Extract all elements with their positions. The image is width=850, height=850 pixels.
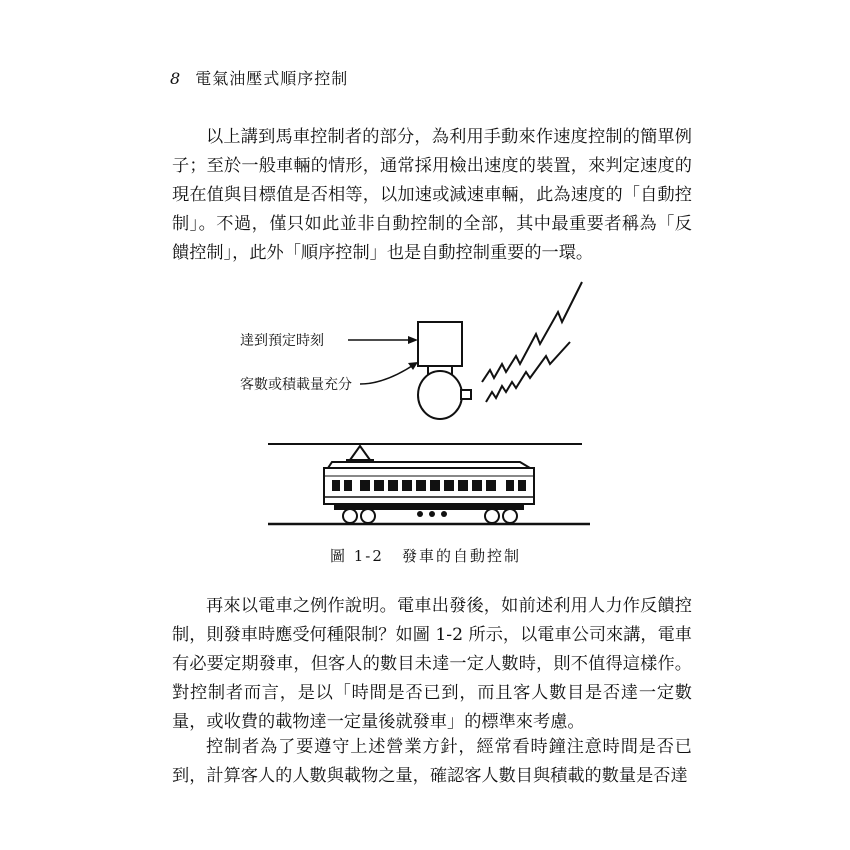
load-arrowhead — [408, 362, 418, 370]
train-diagram — [220, 272, 620, 544]
paragraph-1: 以上講到馬車控制者的部分，為利用手動來作速度控制的簡單例子；至於一般車輛的情形，通常採用檢出速度的裝置，來判定速度的現在值與目標值是否相等，以加速或減速車輛，此為速度的「自動控制」。不過，僅只如此並非自動控制的全部，其中最重要者稱為「反饋控制」，此外「順序控制」也是自動控制重要的一環。 — [172, 127, 692, 263]
bell — [418, 371, 462, 419]
chapter-title: 電氣油壓式順序控制 — [195, 69, 349, 88]
train-body — [324, 468, 534, 504]
load-arrow — [360, 364, 415, 384]
paragraph-2: 再來以電車之例作說明。電車出發後，如前述利用人力作反饋控制，則發車時應受何種限制？如圖 1-2 所示，以電車公司來講，電車有必要定期發車，但客人的數目未達一定人數時，則不值得這樣作。對控制者而言，是以「時間是否已到，而且客人數目是否達一定數量，或收費的載物達一定量後就發車」的標準來考慮。 — [172, 596, 692, 732]
label-scheduled-time: 達到預定時刻 — [240, 333, 324, 349]
label-passenger-load: 客數或積載量充分 — [240, 377, 352, 393]
caption-number: 圖 1-2 — [330, 547, 384, 565]
paragraph-3: 控制者為了要遵守上述營業方針，經常看時鐘注意時間是否已到，計算客人的人數與載物之量，確認客人數目與積載的數量是否達 — [172, 737, 692, 786]
page-number: 8 — [170, 69, 182, 88]
time-arrowhead — [408, 336, 418, 344]
caption-text: 發車的自動控制 — [401, 547, 521, 565]
figure-caption — [330, 545, 521, 566]
figure-1-2 — [220, 272, 620, 544]
page-header — [170, 66, 348, 89]
pantograph — [350, 446, 370, 460]
controller-box — [418, 322, 462, 366]
sound-zigzag-upper — [482, 282, 582, 382]
